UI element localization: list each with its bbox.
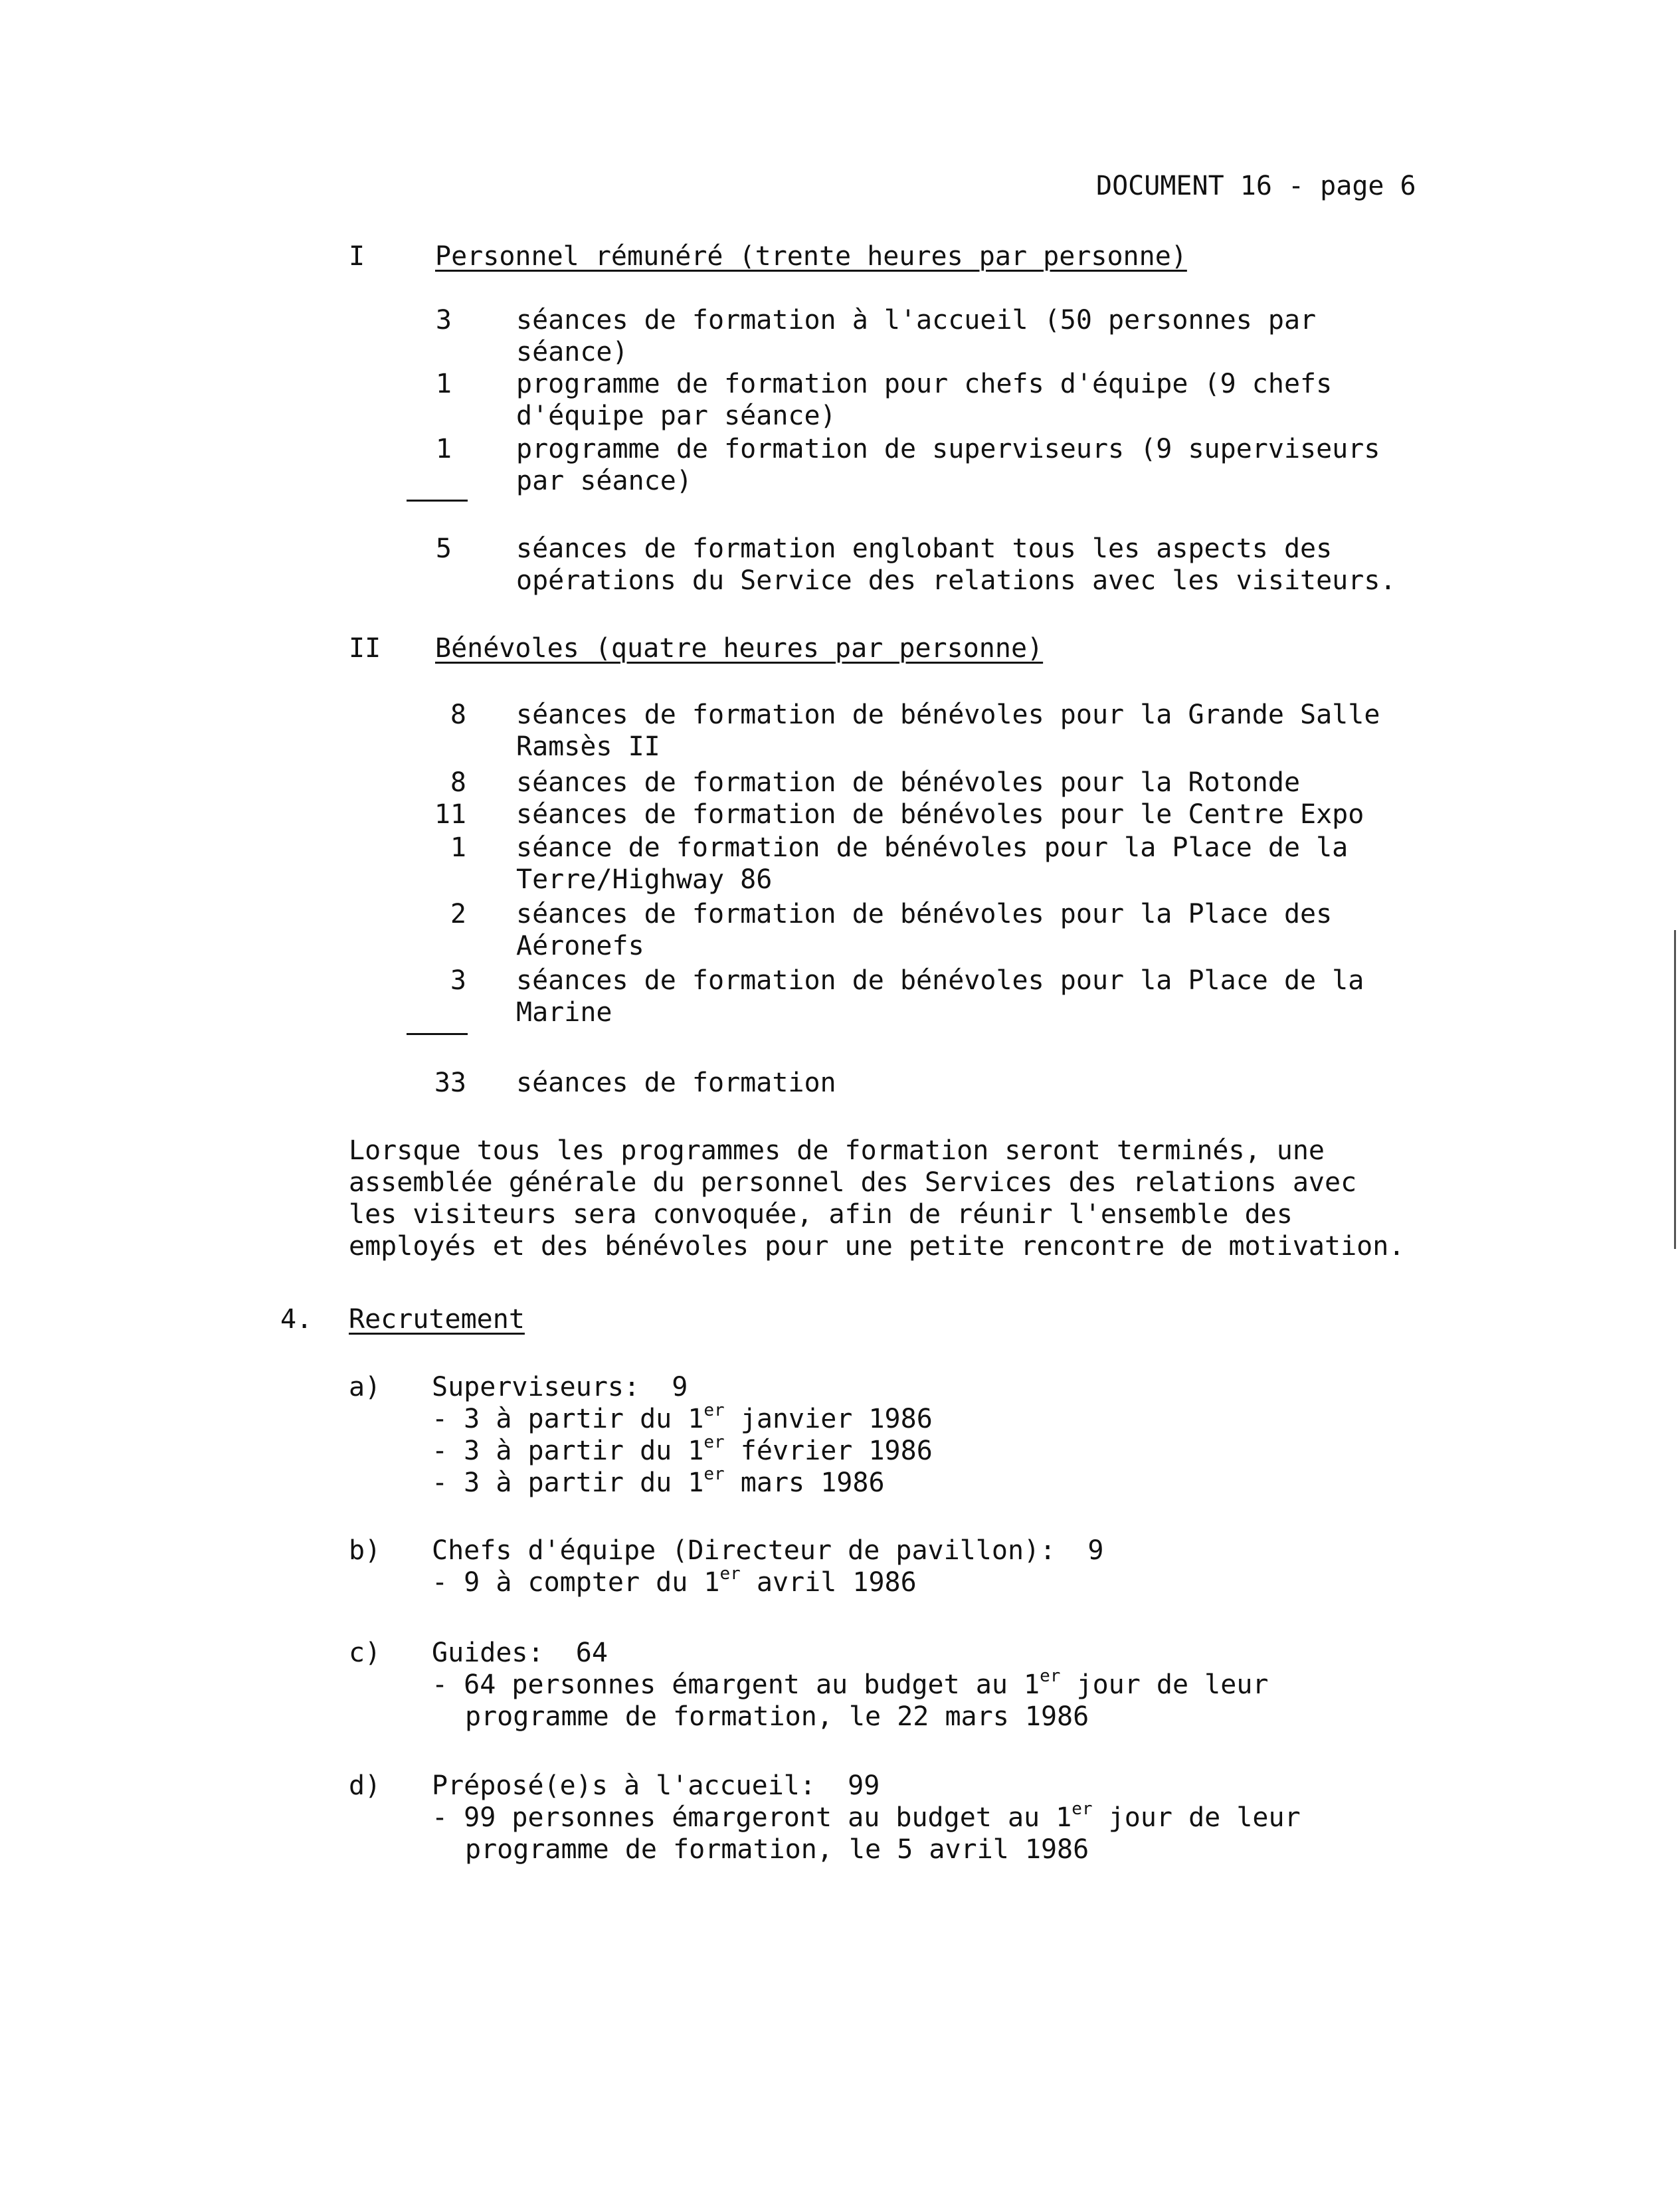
scan-edge-mark	[1674, 930, 1676, 1249]
item-line: programme de formation de superviseurs (9 superviseurs	[516, 434, 1380, 464]
paragraph-line: assemblée générale du personnel des Services des relations avec	[349, 1167, 1357, 1198]
item-count: 1	[450, 832, 466, 863]
item-line: programme de formation pour chefs d'équipe (9 chefs	[516, 369, 1333, 399]
item-line: séances de formation de bénévoles pour la Place des	[516, 899, 1333, 929]
item-line: séance de formation de bénévoles pour la Place de la	[516, 832, 1349, 863]
item-c-line: programme de formation, le 22 mars 1986	[465, 1701, 1089, 1732]
item-line: séance)	[516, 337, 628, 367]
item-line: séances de formation à l'accueil (50 personnes par	[516, 305, 1317, 335]
item-a-line: - 3 à partir du 1er mars 1986	[432, 1464, 885, 1498]
item-c-label: c)	[349, 1638, 381, 1668]
paragraph-line: Lorsque tous les programmes de formation seront terminés, une	[349, 1135, 1325, 1166]
item-c-line: - 64 personnes émargent au budget au 1er jour de leur	[432, 1665, 1269, 1700]
item-count: 1	[435, 369, 452, 399]
item-b-heading: Chefs d'équipe (Directeur de pavillon): 9	[432, 1535, 1104, 1566]
item-count: 3	[450, 965, 466, 996]
item-line: séances de formation de bénévoles pour la Grande Salle	[516, 700, 1380, 730]
section-one-title: Personnel rémunéré (trente heures par personne)	[435, 241, 1187, 272]
item-d-heading: Préposé(e)s à l'accueil: 99	[432, 1770, 880, 1801]
item-c-heading: Guides: 64	[432, 1638, 608, 1668]
section-two-marker: II	[349, 633, 381, 664]
total-count: 5	[435, 533, 452, 564]
item-count: 8	[450, 767, 466, 798]
recruitment-title: Recrutement	[349, 1304, 525, 1335]
item-line: Marine	[516, 997, 612, 1028]
item-d-label: d)	[349, 1770, 381, 1801]
item-a-line: - 3 à partir du 1er février 1986	[432, 1432, 933, 1466]
paragraph-line: employés et des bénévoles pour une petite rencontre de motivation.	[349, 1231, 1405, 1262]
item-count: 3	[435, 305, 452, 335]
sum-rule	[407, 1033, 468, 1035]
item-d-line: programme de formation, le 5 avril 1986	[465, 1834, 1089, 1865]
item-line: Terre/Highway 86	[516, 864, 773, 895]
total-line: séances de formation englobant tous les aspects des	[516, 533, 1333, 564]
total-line: séances de formation	[516, 1068, 836, 1098]
sum-rule	[407, 500, 468, 502]
section-one-marker: I	[349, 241, 365, 272]
item-count: 1	[435, 434, 452, 464]
total-line: opérations du Service des relations avec les visiteurs.	[516, 565, 1396, 596]
section-two-title: Bénévoles (quatre heures par personne)	[435, 633, 1044, 664]
item-a-line: - 3 à partir du 1er janvier 1986	[432, 1400, 933, 1434]
item-b-label: b)	[349, 1535, 381, 1566]
item-line: séances de formation de bénévoles pour la Place de la	[516, 965, 1364, 996]
item-count: 8	[450, 700, 466, 730]
item-a-label: a)	[349, 1372, 381, 1402]
section-number: 4.	[280, 1304, 313, 1335]
item-count: 2	[450, 899, 466, 929]
item-line: Ramsès II	[516, 731, 660, 762]
item-a-heading: Superviseurs: 9	[432, 1372, 688, 1402]
item-count: 11	[434, 799, 466, 830]
item-line: d'équipe par séance)	[516, 401, 836, 431]
item-line: par séance)	[516, 466, 692, 496]
total-count: 33	[434, 1068, 466, 1098]
item-b-line: - 9 à compter du 1er avril 1986	[432, 1563, 917, 1598]
item-line: Aéronefs	[516, 931, 644, 961]
item-line: séances de formation de bénévoles pour la Rotonde	[516, 767, 1301, 798]
item-line: séances de formation de bénévoles pour le Centre Expo	[516, 799, 1364, 830]
paragraph-line: les visiteurs sera convoquée, afin de réunir l'ensemble des	[349, 1199, 1293, 1230]
page-header: DOCUMENT 16 - page 6	[1096, 171, 1416, 201]
item-d-line: - 99 personnes émargeront au budget au 1er jour de leur	[432, 1798, 1301, 1833]
